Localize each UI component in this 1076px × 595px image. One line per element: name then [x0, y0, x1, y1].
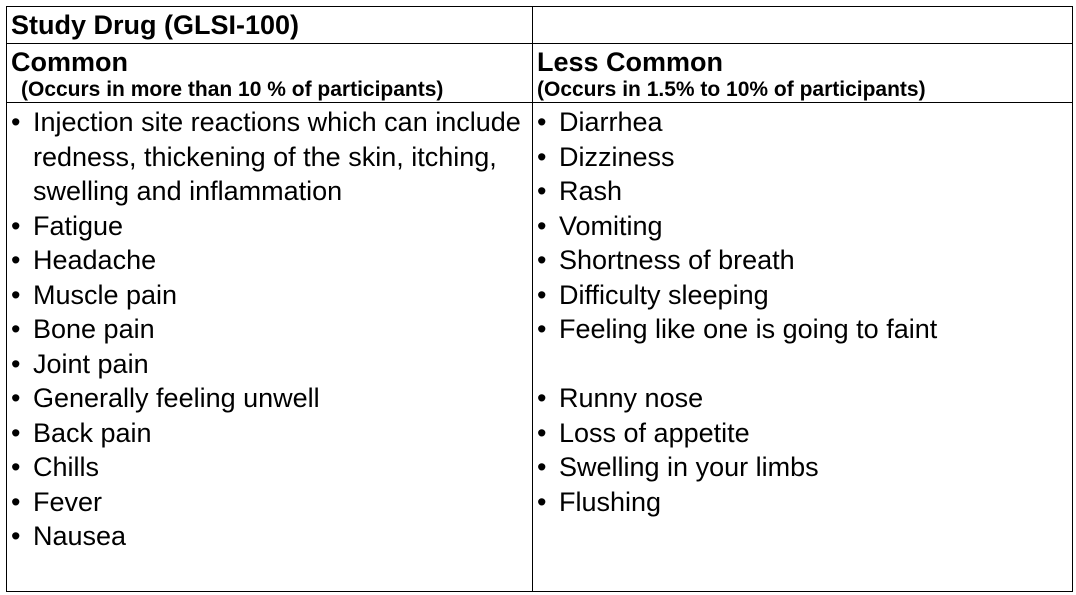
list-item: • Shortness of breath	[533, 243, 1072, 278]
list-row	[7, 103, 1073, 592]
list-item: • Bone pain	[7, 312, 532, 347]
common-heading: Common	[11, 47, 128, 77]
title-empty-cell	[533, 7, 1073, 44]
list-item: • Vomiting	[533, 209, 1072, 244]
common-header-cell	[7, 44, 533, 103]
list-item: • Nausea	[7, 519, 532, 554]
header-row	[7, 44, 1073, 103]
less-common-heading: Less Common	[537, 47, 724, 77]
list-item: • Loss of appetite	[533, 416, 1072, 451]
less-common-subheading: (Occurs in 1.5% to 10% of participants)	[537, 78, 926, 101]
common-list-cell	[7, 103, 533, 592]
title-row	[7, 7, 1073, 44]
list-item: • Runny nose	[533, 381, 1072, 416]
list-item: • Flushing	[533, 485, 1072, 520]
common-subheading: (Occurs in more than 10 % of participants)	[21, 78, 444, 101]
list-item: • Headache	[7, 243, 532, 278]
list-item: • Dizziness	[533, 140, 1072, 175]
list-item: • Fatigue	[7, 209, 532, 244]
list-item: • Swelling in your limbs	[533, 450, 1072, 485]
list-item: • Chills	[7, 450, 532, 485]
list-item: • Fever	[7, 485, 532, 520]
table-title: Study Drug (GLSI-100)	[7, 7, 533, 44]
list-item: • Feeling like one is going to faint	[533, 312, 1072, 347]
less-common-header-cell	[533, 44, 1073, 103]
list-item: • Injection site reactions which can include redness, thickening of the skin, itching, swelling and inflammation	[7, 105, 532, 209]
list-item: • Back pain	[7, 416, 532, 451]
list-item: • Diarrhea	[533, 105, 1072, 140]
list-item: • Muscle pain	[7, 278, 532, 313]
list-item: • Rash	[533, 174, 1072, 209]
list-item: • Generally feeling unwell	[7, 381, 532, 416]
list-spacer	[533, 347, 1072, 382]
side-effects-table	[6, 6, 1073, 592]
common-effects-list	[7, 105, 532, 554]
less-common-effects-list	[533, 105, 1072, 519]
less-common-list-cell	[533, 103, 1073, 592]
list-item: • Joint pain	[7, 347, 532, 382]
list-item: • Difficulty sleeping	[533, 278, 1072, 313]
